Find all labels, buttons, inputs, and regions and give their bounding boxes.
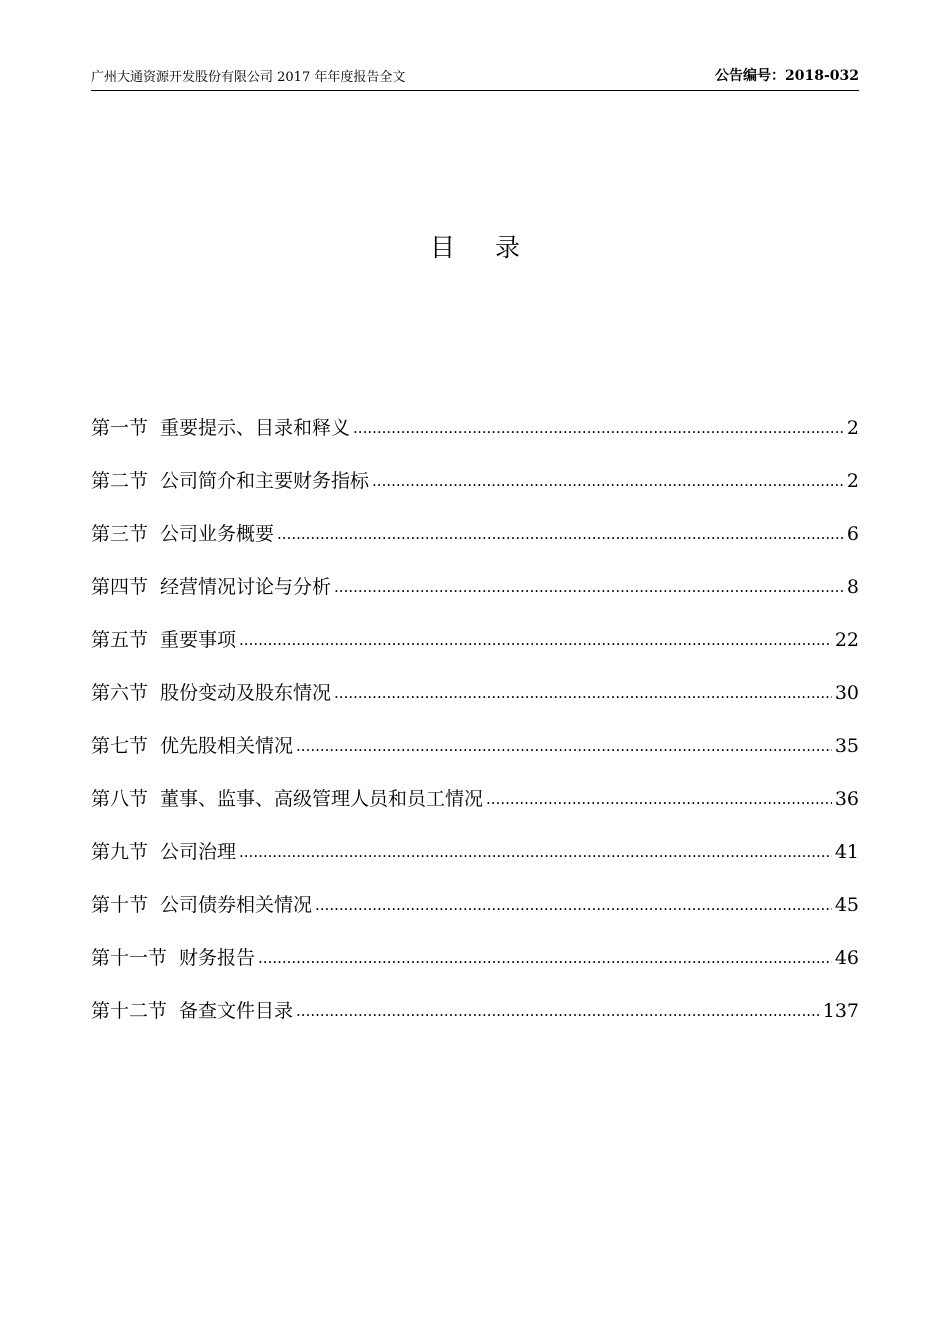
toc-page-number: 30 bbox=[834, 682, 859, 704]
toc-page-number: 35 bbox=[834, 735, 859, 757]
toc-leader-dots bbox=[239, 625, 832, 655]
toc-item[interactable] bbox=[91, 549, 859, 602]
toc-section-number: 第十节 bbox=[91, 894, 149, 916]
toc-section-title: 重要事项 bbox=[160, 629, 237, 651]
toc-item[interactable] bbox=[91, 602, 859, 655]
toc-section-title: 备查文件目录 bbox=[179, 1000, 294, 1022]
toc-page-number: 22 bbox=[834, 629, 859, 651]
toc-section-title: 股份变动及股东情况 bbox=[160, 682, 332, 704]
toc-item[interactable] bbox=[91, 867, 859, 920]
toc-leader-dots bbox=[334, 678, 832, 708]
toc-item[interactable] bbox=[91, 655, 859, 708]
toc-section-title: 公司债券相关情况 bbox=[160, 894, 313, 916]
toc-item[interactable] bbox=[91, 814, 859, 867]
toc-section-number: 第七节 bbox=[91, 735, 149, 757]
toc-item[interactable] bbox=[91, 390, 859, 443]
toc-section-number: 第三节 bbox=[91, 523, 149, 545]
toc-section-title: 董事、监事、高级管理人员和员工情况 bbox=[160, 788, 484, 810]
toc-leader-dots bbox=[372, 466, 844, 496]
toc-section-title: 公司简介和主要财务指标 bbox=[160, 470, 370, 492]
toc-leader-dots bbox=[486, 784, 832, 814]
toc-page-number: 46 bbox=[834, 947, 859, 969]
toc-leader-dots bbox=[239, 837, 832, 867]
table-of-contents bbox=[91, 390, 859, 1026]
toc-section-number: 第一节 bbox=[91, 417, 149, 439]
toc-section-number: 第八节 bbox=[91, 788, 149, 810]
toc-leader-dots bbox=[258, 943, 832, 973]
toc-page-number: 41 bbox=[834, 841, 859, 863]
toc-section-number: 第四节 bbox=[91, 576, 149, 598]
toc-leader-dots bbox=[315, 890, 832, 920]
toc-section-title: 经营情况讨论与分析 bbox=[160, 576, 332, 598]
toc-page-number: 36 bbox=[834, 788, 859, 810]
toc-page-number: 2 bbox=[846, 417, 859, 439]
toc-item[interactable] bbox=[91, 443, 859, 496]
toc-leader-dots bbox=[277, 519, 844, 549]
toc-leader-dots bbox=[334, 572, 844, 602]
toc-item[interactable] bbox=[91, 708, 859, 761]
toc-page-number: 45 bbox=[834, 894, 859, 916]
toc-section-number: 第二节 bbox=[91, 470, 149, 492]
toc-leader-dots bbox=[296, 731, 832, 761]
toc-page-number: 2 bbox=[846, 470, 859, 492]
toc-section-number: 第五节 bbox=[91, 629, 149, 651]
header-announcement-number: 公告编号：2018-032 bbox=[715, 68, 859, 84]
toc-section-number: 第九节 bbox=[91, 841, 149, 863]
toc-page-number: 8 bbox=[846, 576, 859, 598]
toc-section-title: 公司治理 bbox=[160, 841, 237, 863]
toc-section-title: 财务报告 bbox=[179, 947, 256, 969]
toc-leader-dots bbox=[353, 413, 844, 443]
toc-page-number: 6 bbox=[846, 523, 859, 545]
page-header bbox=[91, 64, 859, 91]
toc-item[interactable] bbox=[91, 496, 859, 549]
toc-section-number: 第六节 bbox=[91, 682, 149, 704]
toc-section-title: 重要提示、目录和释义 bbox=[160, 417, 351, 439]
toc-section-number: 第十一节 bbox=[91, 947, 168, 969]
toc-section-title: 优先股相关情况 bbox=[160, 735, 294, 757]
toc-page-number: 137 bbox=[822, 1000, 859, 1022]
toc-item[interactable] bbox=[91, 920, 859, 973]
toc-item[interactable] bbox=[91, 973, 859, 1026]
page-title: 目录 bbox=[429, 233, 560, 262]
toc-section-number: 第十二节 bbox=[91, 1000, 168, 1022]
toc-leader-dots bbox=[296, 996, 820, 1026]
toc-section-title: 公司业务概要 bbox=[160, 523, 275, 545]
toc-item[interactable] bbox=[91, 761, 859, 814]
header-company-report-title: 广州大通资源开发股份有限公司 2017 年年度报告全文 bbox=[91, 70, 406, 85]
